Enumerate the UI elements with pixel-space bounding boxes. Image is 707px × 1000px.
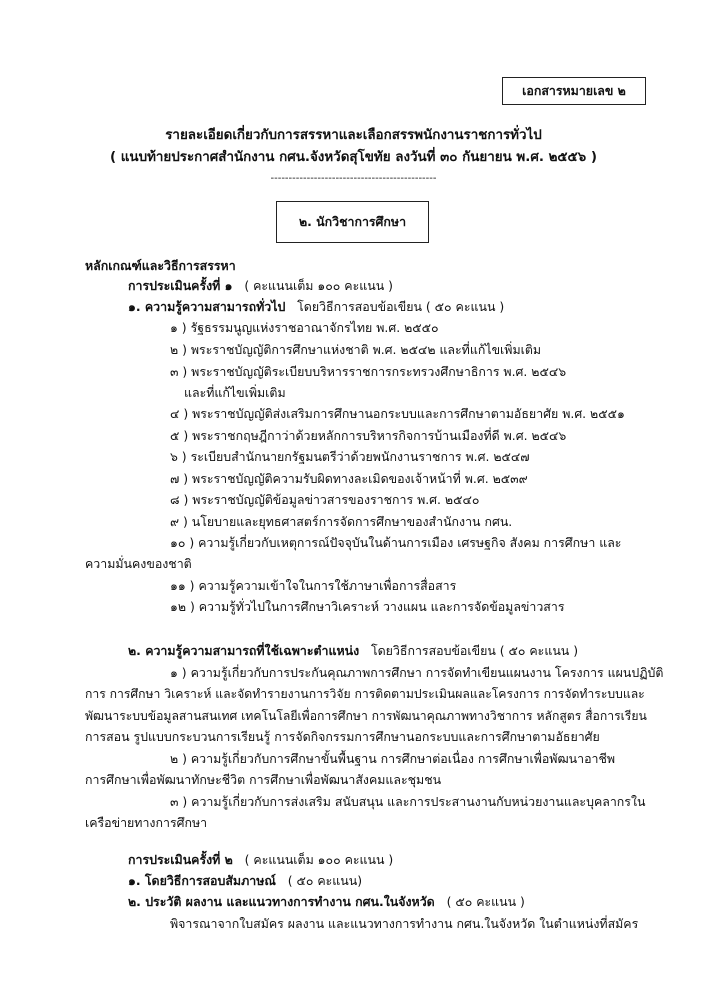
section-heading: หลักเกณฑ์และวิธีการสรรหา [85,258,236,273]
general-item-10-cont: ความมั่นคงของชาติ [85,556,192,571]
document-subtitle: ( แนบท้ายประกาศสำนักงาน กศน.จังหวัดสุโขทัย ลงวันที่ ๓๐ กันยายน พ.ศ. ๒๕๕๖ ) [110,150,597,165]
general-item-7: ๗ ) พระราชบัญญัติความรับผิดทางละเมิดของเจ้าหน้าที่ พ.ศ. ๒๕๓๙ [170,471,528,486]
general-item-1: ๑ ) รัฐธรรมนูญแห่งราชอาณาจักรไทย พ.ศ. ๒๕๕๐ [170,320,439,335]
general-item-4: ๔ ) พระราชบัญญัติส่งเสริมการศึกษานอกระบบและการศึกษาตามอัธยาศัย พ.ศ. ๒๕๕๑ [170,406,625,421]
general-item-8: ๘ ) พระราชบัญญัติข้อมูลข่าวสารของราชการ พ.ศ. ๒๕๔๐ [170,492,480,507]
round2-header [128,852,393,868]
history-line: พิจารณาจากใบสมัคร ผลงาน และแนวทางการทำงาน กศน.ในจังหวัด ในตำแหน่งที่สมัคร [170,916,639,931]
general-knowledge-method: โดยวิธีการสอบข้อเขียน ( ๕๐ คะแนน ) [297,299,505,314]
position-box [276,201,429,243]
general-item-3: ๓ ) พระราชบัญญัติระเบียบบริหารราชการกระทรวงศึกษาธิการ พ.ศ. ๒๕๔๖ [170,364,567,379]
general-item-11: ๑๑ ) ความรู้ความเข้าใจในการใช้ภาษาเพื่อการสื่อสาร [170,578,457,593]
document-title: รายละเอียดเกี่ยวกับการสรรหาและเลือกสรรพนักงานราชการทั่วไป [165,128,542,143]
specific-knowledge-header [128,643,578,659]
position-title: ๒. นักวิชาการศึกษา [298,213,407,229]
interview-heading: ๑. โดยวิธีการสอบสัมภาษณ์ [128,873,276,888]
specific-line-3: พัฒนาระบบข้อมูลสานสนเทศ เทคโนโลยีเพื่อการศึกษา การพัฒนาคุณภาพทางวิชาการ หลักสูตร สื่อการเรียน [85,709,647,723]
general-item-2: ๒ ) พระราชบัญญัติการศึกษาแห่งชาติ พ.ศ. ๒๕๔๒ และที่แก้ไขเพิ่มเติม [170,342,542,357]
specific-line-2: การ การศึกษา วิเคราะห์ และจัดทำรายงานการวิจัย การติดตามประเมินผลและโครงการ การจัดทำระบบและ [85,687,645,701]
general-item-6: ๖ ) ระเบียบสำนักนายกรัฐมนตรีว่าด้วยพนักงานราชการ พ.ศ. ๒๕๔๗ [170,449,530,464]
round1-header [128,278,393,294]
interview-score: ( ๕๐ คะแนน) [287,873,363,888]
general-knowledge-heading: ๑. ความรู้ความสามารถทั่วไป [128,299,286,314]
general-item-12: ๑๒ ) ความรู้ทั่วไปในการศึกษาวิเคราะห์ วางแผน และการจัดข้อมูลข่าวสาร [170,599,565,614]
specific-line-5: ๒ ) ความรู้เกี่ยวกับการศึกษาขั้นพื้นฐาน การศึกษาต่อเนื่อง การศึกษาเพื่อพัฒนาอาชีพ [170,751,616,766]
history-score: ( ๕๐ คะแนน ) [446,894,525,909]
round1-score: ( คะแนนเต็ม ๑๐๐ คะแนน ) [244,278,393,293]
interview-header [128,873,362,889]
specific-knowledge-heading: ๒. ความรู้ความสามารถที่ใช้เฉพาะตำแหน่ง [128,643,360,658]
round1-label: การประเมินครั้งที่ ๑ [128,278,233,293]
divider: ---------------------------------------------- [270,173,437,184]
specific-line-1: ๑ ) ความรู้เกี่ยวกับการประกันคุณภาพการศึกษา การจัดทำเขียนแผนงาน โครงการ แผนปฏิบัติ [170,665,664,680]
general-knowledge-header [128,299,504,315]
specific-line-8: เครือข่ายทางการศึกษา [85,815,208,830]
document-reference-box [502,77,646,105]
document-reference: เอกสารหมายเลข ๒ [522,82,626,98]
round2-score: ( คะแนนเต็ม ๑๐๐ คะแนน ) [244,852,394,867]
specific-knowledge-method: โดยวิธีการสอบข้อเขียน ( ๕๐ คะแนน ) [370,643,579,658]
general-item-3-cont: และที่แก้ไขเพิ่มเติม [184,385,286,400]
general-item-5: ๕ ) พระราชกฤษฎีกาว่าด้วยหลักการบริหารกิจการบ้านเมืองที่ดี พ.ศ. ๒๕๔๖ [170,428,567,443]
specific-line-7: ๓ ) ความรู้เกี่ยวกับการส่งเสริม สนับสนุน และการประสานงานกับหน่วยงานและบุคลากรใน [170,794,646,809]
specific-line-6: การศึกษาเพื่อพัฒนาทักษะชีวิต การศึกษาเพื่อพัฒนาสังคมและชุมชน [85,772,442,787]
specific-line-4: การสอน รูปแบบกระบวนการเรียนรู้ การจัดกิจกรรมการศึกษานอกระบบและการศึกษาตามอัธยาศัย [85,729,600,744]
round2-label: การประเมินครั้งที่ ๒ [128,852,233,867]
history-heading: ๒. ประวัติ ผลงาน และแนวทางการทำงาน กศน.ในจังหวัด [128,894,435,909]
general-item-10: ๑๐ ) ความรู้เกี่ยวกับเหตุการณ์ปัจจุบันในด้านการเมือง เศรษฐกิจ สังคม การศึกษา และ [170,535,622,550]
history-header [128,894,525,910]
general-item-9: ๙ ) นโยบายและยุทธศาสตร์การจัดการศึกษาของสำนักงาน กศน. [170,514,513,529]
